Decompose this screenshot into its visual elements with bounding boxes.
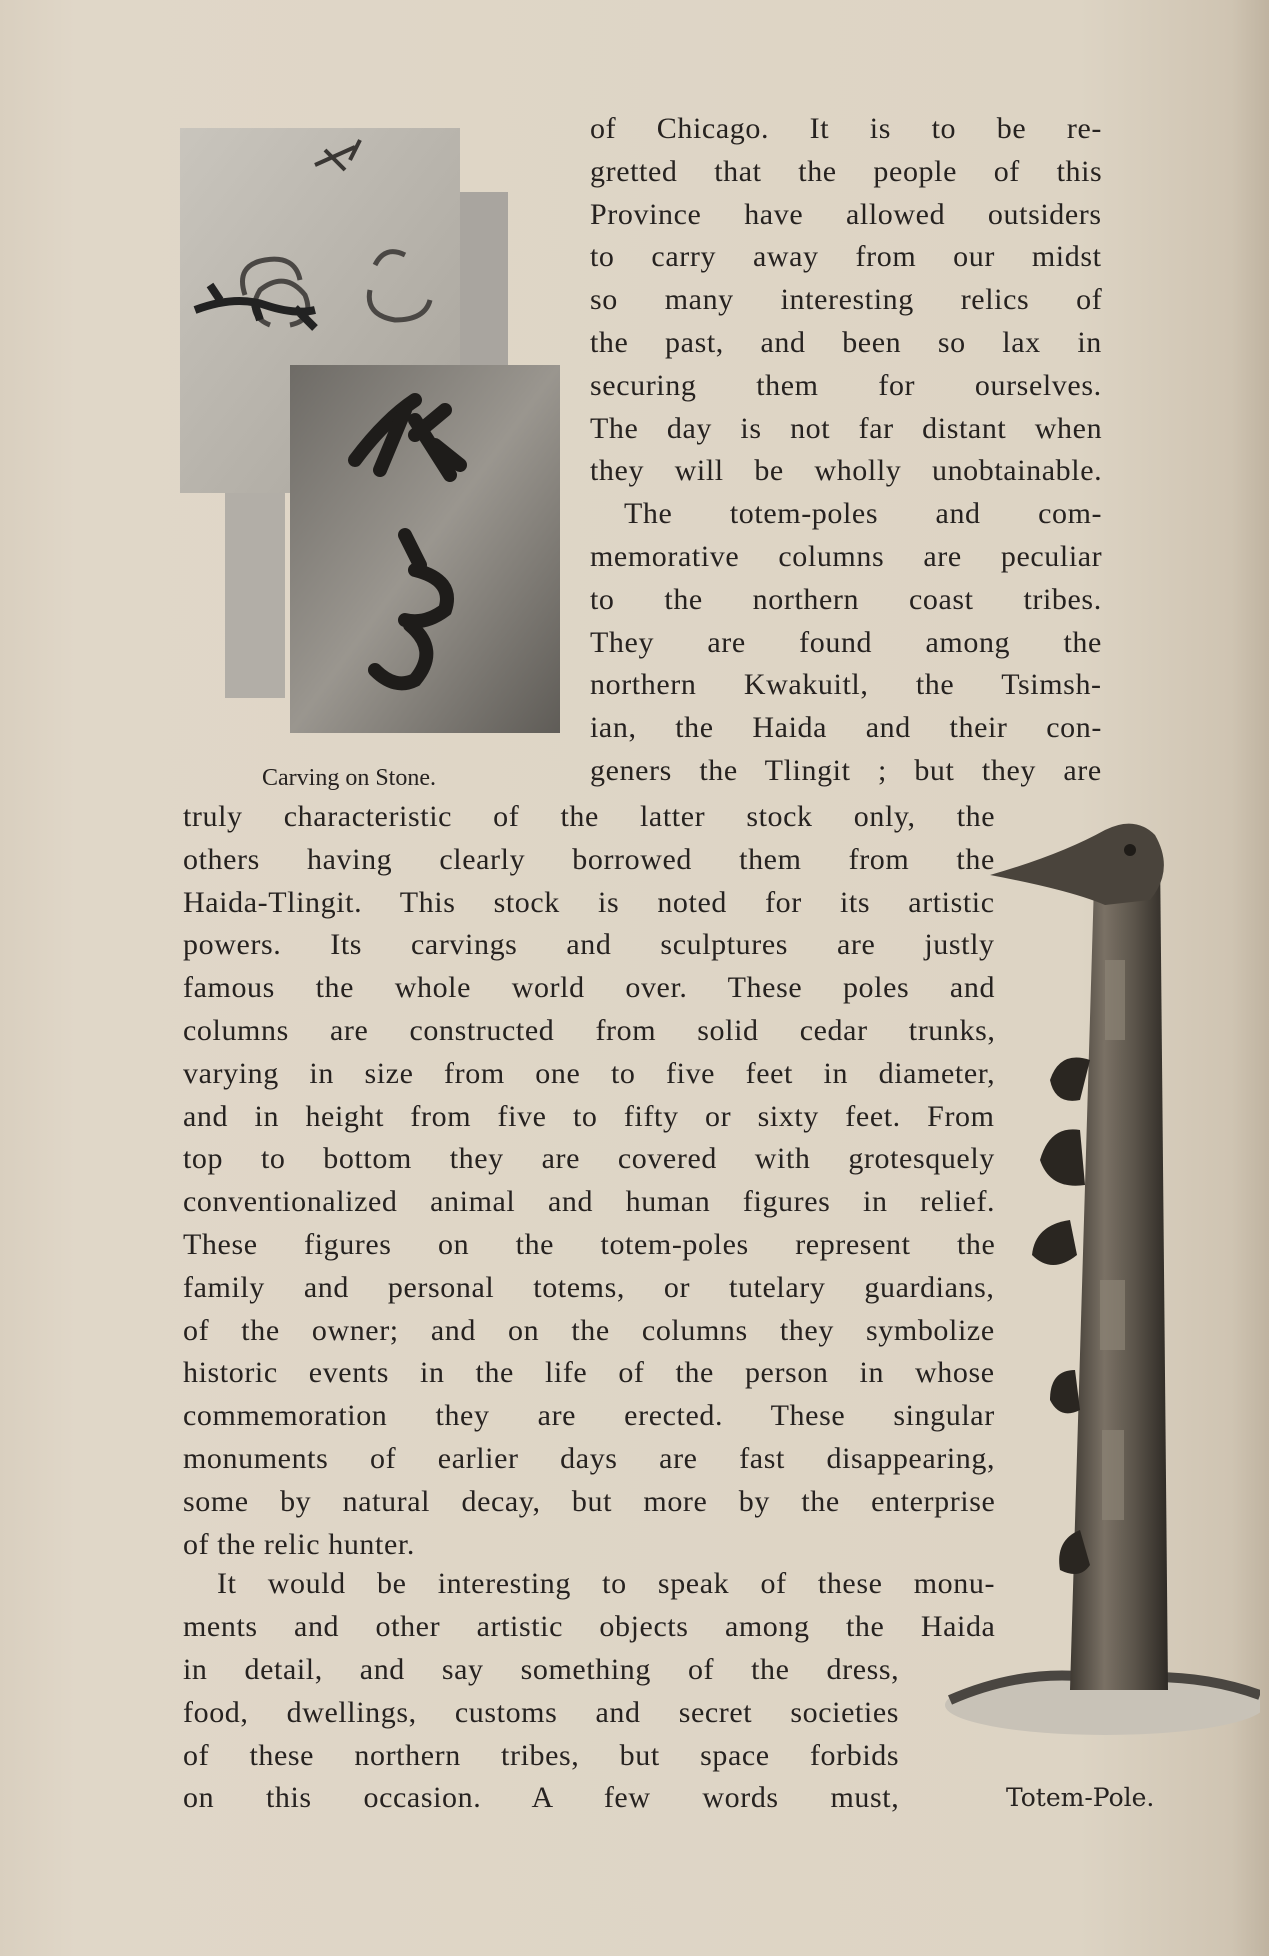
text-line: powers. Its carvings and sculptures are justly	[183, 928, 995, 962]
text-line: varying in size from one to five feet in diameter,	[183, 1056, 996, 1090]
text-line: so many interesting relics of	[590, 283, 1103, 317]
text-line: conventionalized animal and human figures in relief.	[183, 1185, 996, 1219]
text-line: ian, the Haida and their con-	[590, 711, 1102, 745]
text-line: of the relic hunter.	[183, 1527, 415, 1561]
text-line: to the northern coast tribes.	[590, 582, 1102, 616]
text-line: on this occasion. A few words must,	[183, 1781, 900, 1815]
text-line: They are found among the	[590, 625, 1102, 659]
text-line: some by natural decay, but more by the enterprise	[183, 1484, 996, 1518]
text-line: geners the Tlingit ; but they are	[590, 754, 1102, 787]
text-line: The totem-poles and com-	[624, 497, 1103, 531]
text-line: food, dwellings, customs and secret societies	[183, 1695, 900, 1729]
text-line: gretted that the people of this	[590, 154, 1103, 188]
text-line: Haida-Tlingit. This stock is noted for its artistic	[183, 885, 995, 919]
text-line: and in height from five to fifty or sixty feet. From	[183, 1099, 995, 1133]
text-line: commemoration they are erected. These singular	[183, 1399, 995, 1433]
text-line: monuments of earlier days are fast disappearing,	[183, 1442, 996, 1475]
text-line: to carry away from our midst	[590, 240, 1102, 274]
text-line: in detail, and say something of the dress,	[183, 1653, 900, 1686]
text-line: historic events in the life of the person in whose	[183, 1356, 995, 1390]
text-line: famous the whole world over. These poles and	[183, 971, 996, 1005]
text-line: securing them for ourselves.	[590, 368, 1102, 402]
text-line: of these northern tribes, but space forbids	[183, 1738, 900, 1772]
pole-caption: Totem-Pole.	[1006, 1783, 1155, 1812]
text-line: northern Kwakuitl, the Tsimsh-	[590, 668, 1102, 702]
text-line: Province have allowed outsiders	[590, 197, 1102, 231]
stone-caption: Carving on Stone.	[262, 765, 436, 791]
text-line: of the owner; and on the columns they symbolize	[183, 1313, 995, 1347]
text-line: of Chicago. It is to be re-	[590, 112, 1102, 145]
stone-carving-photo	[175, 120, 565, 740]
text-line: These figures on the totem-poles represent the	[183, 1228, 996, 1261]
text-line: memorative columns are peculiar	[590, 540, 1103, 573]
text-line: ments and other artistic objects among the Haida	[183, 1609, 996, 1643]
text-line: truly characteristic of the latter stock only, the	[183, 800, 996, 833]
text-line: they will be wholly unobtainable.	[590, 454, 1103, 488]
text-line: The day is not far distant when	[590, 411, 1103, 445]
text-line: the past, and been so lax in	[590, 326, 1102, 359]
text-line: family and personal totems, or tutelary guardians,	[183, 1270, 995, 1304]
text-line: It would be interesting to speak of these monu-	[217, 1567, 996, 1600]
text-line: columns are constructed from solid cedar trunks,	[183, 1014, 996, 1047]
text-line: others having clearly borrowed them from the	[183, 842, 995, 876]
text-line: top to bottom they are covered with grotesquely	[183, 1142, 995, 1176]
